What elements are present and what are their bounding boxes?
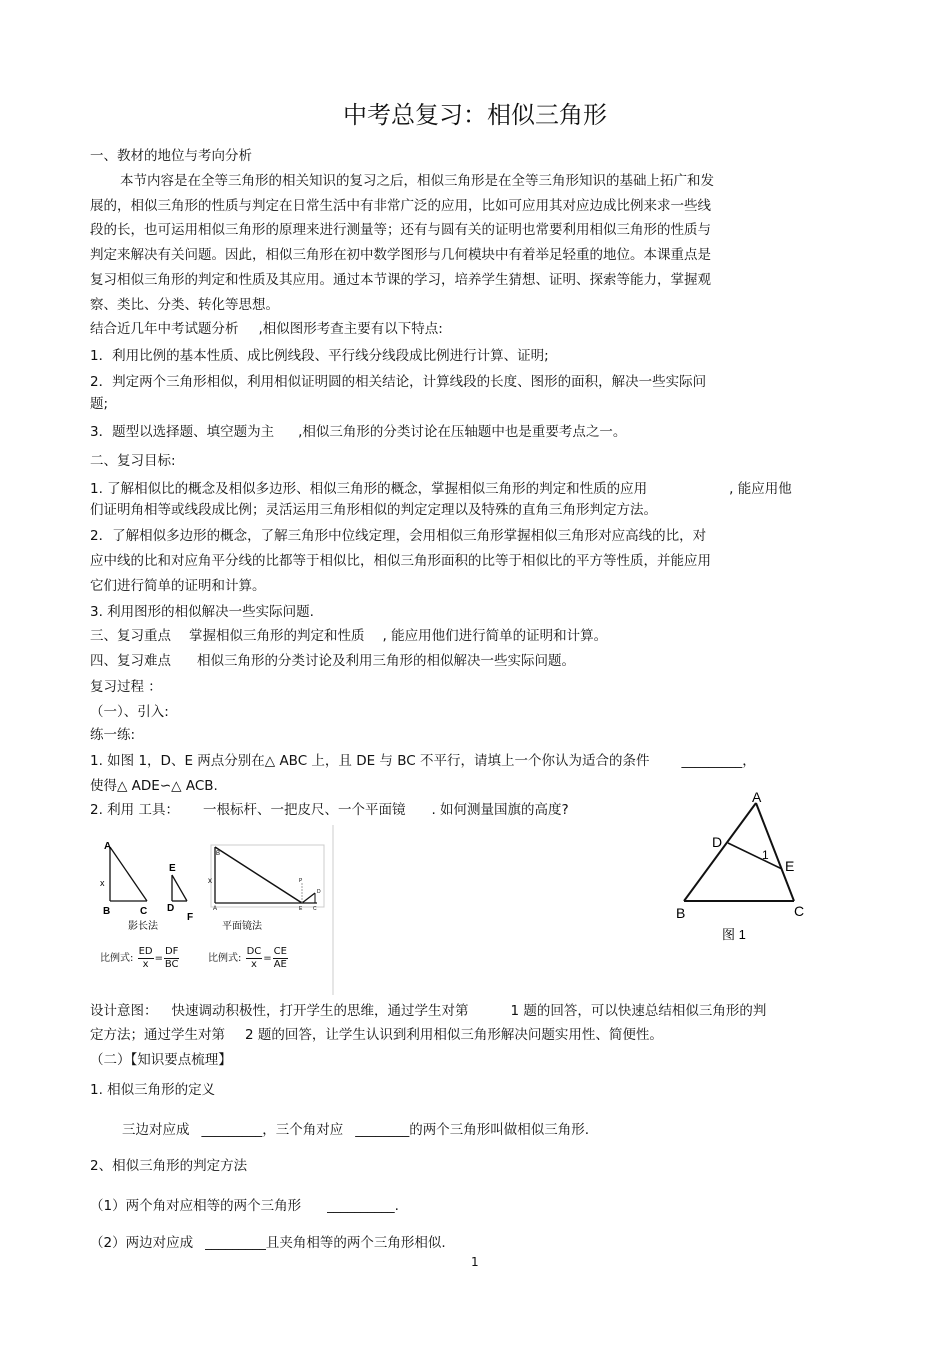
goal-2-cont: 应中线的比和对应角平分线的比都等于相似比，相似三角形面积的比等于相似比的平方等性质，并能应用: [90, 553, 711, 569]
reflect-ray: [215, 847, 302, 903]
knowledge-2: 2、相似三角形的判定方法: [90, 1158, 248, 1174]
rod-ray: [172, 875, 187, 901]
eye-ray: [302, 893, 315, 903]
paragraph-line: 复习相似三角形的判定和性质及其应用。通过本节课的学习，培养学生猜想、证明、探索等能力，掌握观: [90, 272, 711, 288]
label-E-mirror: E: [299, 906, 303, 912]
answer-blank: _________，: [681, 753, 756, 769]
caption-shadow: 影长法: [128, 921, 158, 932]
question-2: 2. 利用 工具： 一根标杆、一把皮尺、一个平面镜 . 如何测量国旗的高度?: [90, 802, 569, 818]
label-x-mirror: x: [208, 876, 212, 885]
label-A-mirror: A: [213, 906, 218, 912]
page-title: 中考总复习：相似三角形: [343, 101, 607, 129]
point-E: E: [785, 858, 795, 874]
label-F: F: [187, 912, 194, 923]
feature-3: 3．题型以选择题、填空题为主 ,相似三角形的分类讨论在压轴题中也是重要考点之一。: [90, 424, 627, 440]
question-1: 1. 如图 1，D、E 两点分别在△ ABC 上，且 DE 与 BC 不平行，请填上一个你认为适合的条件 _________，: [90, 753, 756, 769]
label-C: C: [140, 906, 148, 917]
label-E: E: [169, 863, 176, 874]
paragraph-line: 判定来解决有关问题。因此，相似三角形在初中数学图形与几何模块中有着举足轻重的地位。本课重点是: [90, 247, 711, 263]
design-intent: 设计意图： 快速调动积极性，打开学生的思维，通过学生对第 1 题的回答，可以快速总结相似三角形的判: [90, 1003, 767, 1019]
feature-1: 1．利用比例的基本性质、成比例线段、平行线分线段成比例进行计算、证明;: [90, 348, 549, 364]
figure-1-triangle: [670, 785, 830, 950]
paragraph-line: 本节内容是在全等三角形的相关知识的复习之后，相似三角形是在全等三角形知识的基础上拓广和发: [120, 173, 714, 189]
label-B-mirror: B: [216, 851, 221, 857]
fraction: $\frac{DC}{x}$: [246, 945, 262, 970]
label-P-mirror: P: [299, 878, 303, 884]
goal-1-cont: 们证明角相等或线段成比例；灵活运用三角形相似的判定定理以及特殊的直角三角形判定方法。: [90, 502, 657, 518]
ratio-mirror: 比例式: $\frac{DC}{x}$ = $\frac{CE}{AE}$: [208, 945, 287, 970]
knowledge-1: 1. 相似三角形的定义: [90, 1082, 216, 1098]
practice-heading: 练一练:: [90, 727, 136, 743]
question-1-cont: 使得△ ADE∽△ ACB.: [90, 778, 218, 794]
feature-2-cont: 题;: [90, 396, 109, 412]
sun-ray: [110, 847, 147, 901]
fraction: $\frac{DF}{BC}$: [164, 945, 179, 970]
fraction: $\frac{CE}{AE}$: [273, 945, 287, 970]
key-points: 三、复习重点 掌握相似三角形的判定和性质 , 能应用他们进行简单的证明和计算。: [90, 628, 608, 644]
paragraph-line: 展的，相似三角形的性质与判定在日常生活中有非常广泛的应用，比如可应用其对应边成比例来求一些线: [90, 198, 711, 214]
goal-2: 2．了解相似多边形的概念，了解三角形中位线定理，会用相似三角形掌握相似三角形对应高线的比，对: [90, 528, 707, 544]
design-intent-cont: 定方法；通过学生对第 2 题的回答，让学生认识到利用相似三角形解决问题实用性、简便性。: [90, 1027, 663, 1043]
figure-caption: 图 1: [722, 927, 746, 942]
review-process: 复习过程 ：: [90, 679, 162, 695]
label-D: D: [167, 903, 175, 914]
goal-3: 3. 利用图形的相似解决一些实际问题.: [90, 604, 314, 620]
label-D-mirror: D: [317, 889, 321, 895]
goal-1: 1. 了解相似比的概念及相似多边形、相似三角形的概念，掌握相似三角形的判定和性质的应用 , 能应用他: [90, 481, 792, 497]
vertex-C: C: [794, 903, 805, 919]
point-D: D: [712, 834, 723, 850]
analysis-intro: 结合近几年中考试题分析 ,相似图形考查主要有以下特点:: [90, 321, 443, 337]
label-x: x: [100, 878, 105, 888]
mirror-frame: [211, 845, 324, 907]
vertex-B: B: [676, 905, 686, 921]
section-heading-2: 二、复习目标:: [90, 453, 176, 469]
paragraph-line: 段的长，也可运用相似三角形的原理来进行测量等；还有与圆有关的证明也常要利用相似三角形的性质与: [90, 222, 711, 238]
part-2-heading: （二）【知识要点梳理】: [90, 1052, 232, 1068]
fraction: $\frac{ED}{x}$: [138, 945, 153, 970]
goal-2-cont2: 它们进行简单的证明和计算。: [90, 578, 266, 594]
label-C-mirror: C: [313, 906, 317, 912]
label-A: A: [104, 841, 112, 852]
definition-line: 三边对应成 _________，三个角对应 ________的两个三角形叫做相似三角形.: [122, 1122, 590, 1138]
label-B: B: [103, 906, 111, 917]
part-1-heading: （一）、引入:: [90, 704, 169, 720]
angle-1: 1: [762, 848, 769, 862]
ratio-shadow: 比例式: $\frac{ED}{x}$ = $\frac{DF}{BC}$: [100, 945, 179, 970]
feature-2: 2．判定两个三角形相似，利用相似证明圆的相关结论，计算线段的长度、图形的面积，解决一些实际问: [90, 374, 707, 390]
method-1: （1）两个角对应相等的两个三角形 __________.: [90, 1198, 399, 1214]
caption-mirror: 平面镜法: [222, 921, 262, 932]
difficult-points: 四、复习难点 相似三角形的分类讨论及利用三角形的相似解决一些实际问题。: [90, 653, 575, 669]
method-2: （2）两边对应成 _________且夹角相等的两个三角形相似.: [90, 1235, 446, 1251]
section-heading-1: 一、教材的地位与考向分析: [90, 148, 252, 164]
page-number: 1: [471, 1255, 479, 1269]
paragraph-line: 察、类比、分类、转化等思想。: [90, 297, 279, 313]
vertex-A: A: [752, 789, 762, 805]
